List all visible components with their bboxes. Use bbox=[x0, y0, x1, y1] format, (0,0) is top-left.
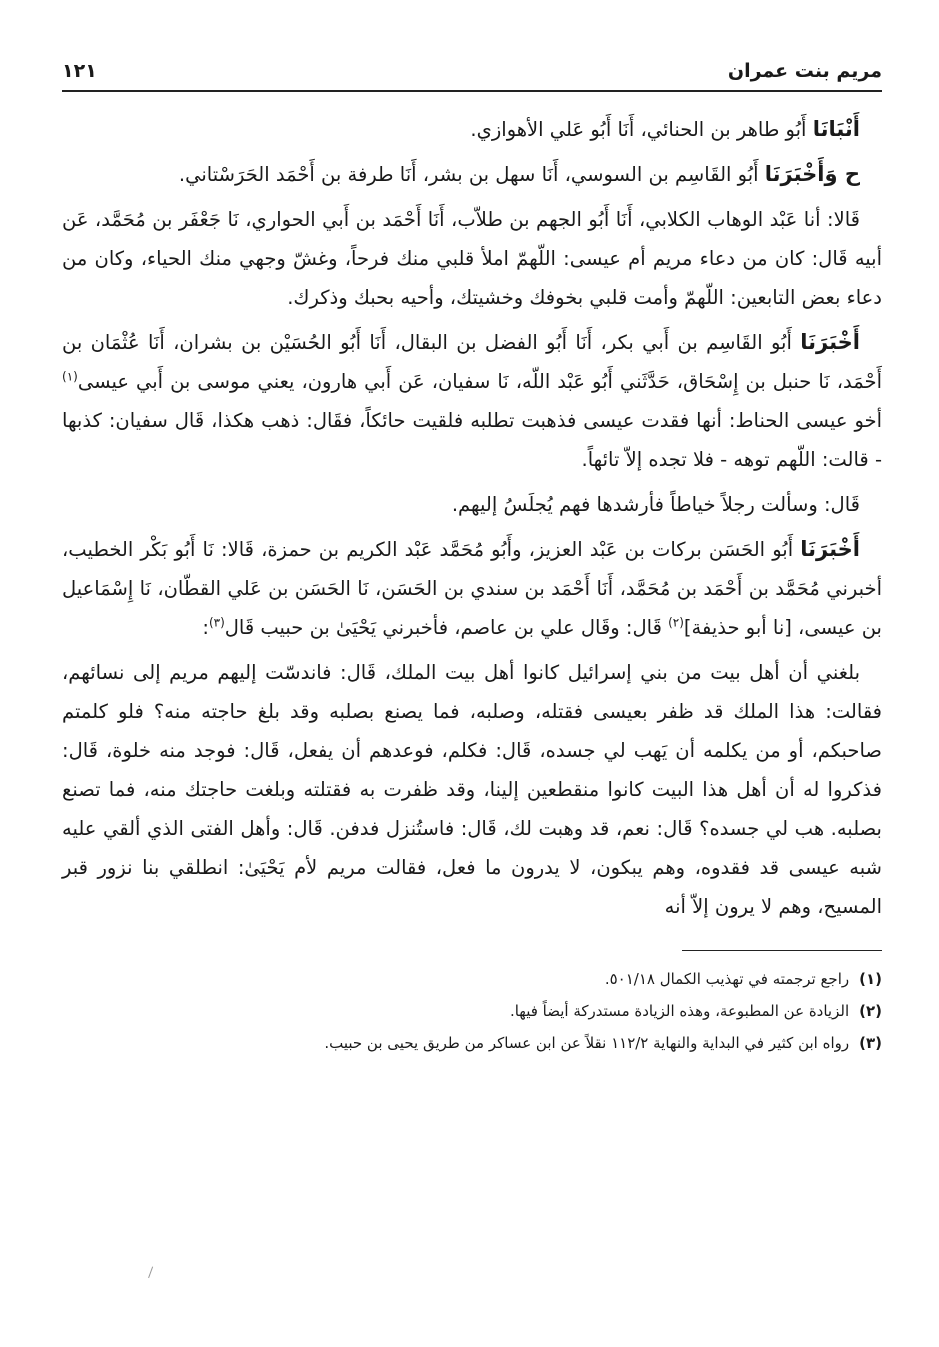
paragraph-text: أَبُو القَاسِم بن أَبي بكر، أَنَا أَبُو الفضل بن البقال، أَنَا أَبُو الحُسَيْن بن بشران، أَنَا عُثْمَان بن أَحْمَد، نَا حنبل بن إِسْحَاق، حَدَّثَني أَبُو عَبْد اللّه، نَا سفيان، عَن أَبي هارون، يعني موسى بن أَبي عيسى bbox=[62, 331, 882, 393]
footnote-ref[interactable]: (٢) bbox=[668, 615, 684, 630]
paragraph bbox=[62, 110, 882, 149]
footnote-text: راجع ترجمته في تهذيب الكمال ٥٠١/١٨. bbox=[604, 970, 850, 988]
footnote-number: (٣) bbox=[859, 1034, 882, 1052]
paragraph bbox=[62, 653, 882, 926]
paragraph bbox=[62, 155, 882, 194]
paragraph-text: أَبُو القَاسِم بن السوسي، أَنَا سهل بن بشر، أَنَا طرفة بن أَحْمَد الحَرَسْتاني. bbox=[178, 163, 765, 186]
main-text bbox=[62, 110, 882, 926]
paragraph-text: قَالا: أنا عَبْد الوهاب الكلابي، أَنَا أَبُو الجهم بن طلاّب، أَنَا أَحْمَد بن أَبي الحواري، نَا جَعْفَر بن مُحَمَّد، عَن أبيه قَال: كان من دعاء مريم أم عيسى: اللّهمّ املأ قلبي منك فرحاً، وغشّ وجهي منك الحياء، وكان من دعاء بعض التابعين: اللّهمّ وأمت قلبي بخوفك وخشيتك، وأحيه بحبك وذكرك. bbox=[62, 208, 882, 309]
paragraph-text: قَال: وقَال علي بن عاصم، فأخبرني يَحْيَىٰ بن حبيب قَال bbox=[224, 616, 669, 639]
paragraph-text: : bbox=[202, 616, 209, 639]
footnote-ref[interactable]: (٣) bbox=[208, 615, 225, 630]
paragraph-text: قَال: وسألت رجلاً خياطاً فأرشدها فهم يُجلَسُ إليهم. bbox=[451, 493, 860, 516]
paragraph bbox=[62, 323, 882, 479]
paragraph-text: أخو عيسى الحناط: أنها فقدت عيسى فذهبت تطلبه فلقيت حائكاً، فقَال: ذهب هكذا، قَال سفيان: كذبها - قالت: اللّهم توهه - فلا تجده إلاّ تائهاً. bbox=[62, 409, 882, 471]
isnad-keyword: ح وَأَخْبَرَنَا bbox=[764, 162, 860, 186]
isnad-keyword: أَخْبَرَنَا bbox=[800, 330, 860, 354]
paragraph bbox=[62, 530, 882, 647]
footnote-ref[interactable]: (١) bbox=[62, 369, 78, 384]
page-number: ١٢١ bbox=[62, 60, 97, 82]
paragraph-text: أَبُو الحَسَن بركات بن عَبْد العزيز، وأَبُو مُحَمَّد عَبْد الكريم بن حمزة، قَالا: نَا أَبُو بَكْر الخطيب، أخبرني مُحَمَّد بن أَحْمَد بن مُحَمَّد، أَنَا أَحْمَد بن سندي بن الحَسَن، نَا الحَسَن بن عَلي القطّان، نَا إِسْمَاعيل بن عيسى، [نا أبو حذيفة] bbox=[62, 538, 882, 639]
footnote bbox=[62, 963, 882, 995]
paragraph bbox=[62, 485, 882, 524]
footnote-text: الزيادة عن المطبوعة، وهذه الزيادة مستدركة أيضاً فيها. bbox=[509, 1002, 850, 1020]
isnad-keyword: أَنْبَانَا bbox=[812, 117, 860, 141]
paragraph-text: أَبُو طاهر بن الحنائي، أَنَا أَبُو عَلي الأهوازي. bbox=[470, 118, 813, 141]
footnote bbox=[62, 995, 882, 1027]
footnote-number: (٢) bbox=[859, 1002, 882, 1020]
running-title: مريم بنت عمران bbox=[727, 60, 882, 82]
isnad-keyword: أَخْبَرَنَا bbox=[800, 537, 860, 561]
footnote-divider bbox=[682, 950, 882, 951]
book-page bbox=[62, 60, 882, 1320]
running-header bbox=[62, 60, 882, 92]
footnote-number: (١) bbox=[859, 970, 882, 988]
footnote bbox=[62, 1027, 882, 1059]
footnote-text: رواه ابن كثير في البداية والنهاية ١١٢/٢ نقلاً عن ابن عساكر من طريق يحيى بن حبيب. bbox=[324, 1034, 850, 1052]
footnotes bbox=[62, 963, 882, 1059]
paragraph-text: بلغني أن أهل بيت من بني إسرائيل كانوا أهل بيت الملك، قَال: فاندسّت إليهم مريم إلى نسائهم، فقالت: هذا الملك قد ظفر بعيسى فقتله، وصلبه، فما يصنع بصلبه وقد بلغ حاجته منه؟ فلو كلمتم صاحبكم، أو من يكلمه أن يَهب لي جسده، قَال: فكلم، فوعدهم أن يفعل، قَال: فوجد منه خلوة، قَال: فذكروا له أن أهل هذا البيت كانوا منقطعين إلينا، وقد ظفرت به فقتلته وبلغت حاجتك منه، فما تصنع بصلبه. هب لي جسده؟ قَال: نعم، قد وهبت لك، قَال: فاستُنزل فدفن. قَال: وأهل الفتى الذي ألقي عليه شبه عيسى قد فقدوه، وهم يبكون، لا يدرون ما فعل، فقالت مريم لأم يَحْيَىٰ: انطلقي بنا نزور قبر المسيح، وهم لا يرون إلاّ أنه bbox=[62, 661, 882, 918]
paragraph bbox=[62, 200, 882, 317]
